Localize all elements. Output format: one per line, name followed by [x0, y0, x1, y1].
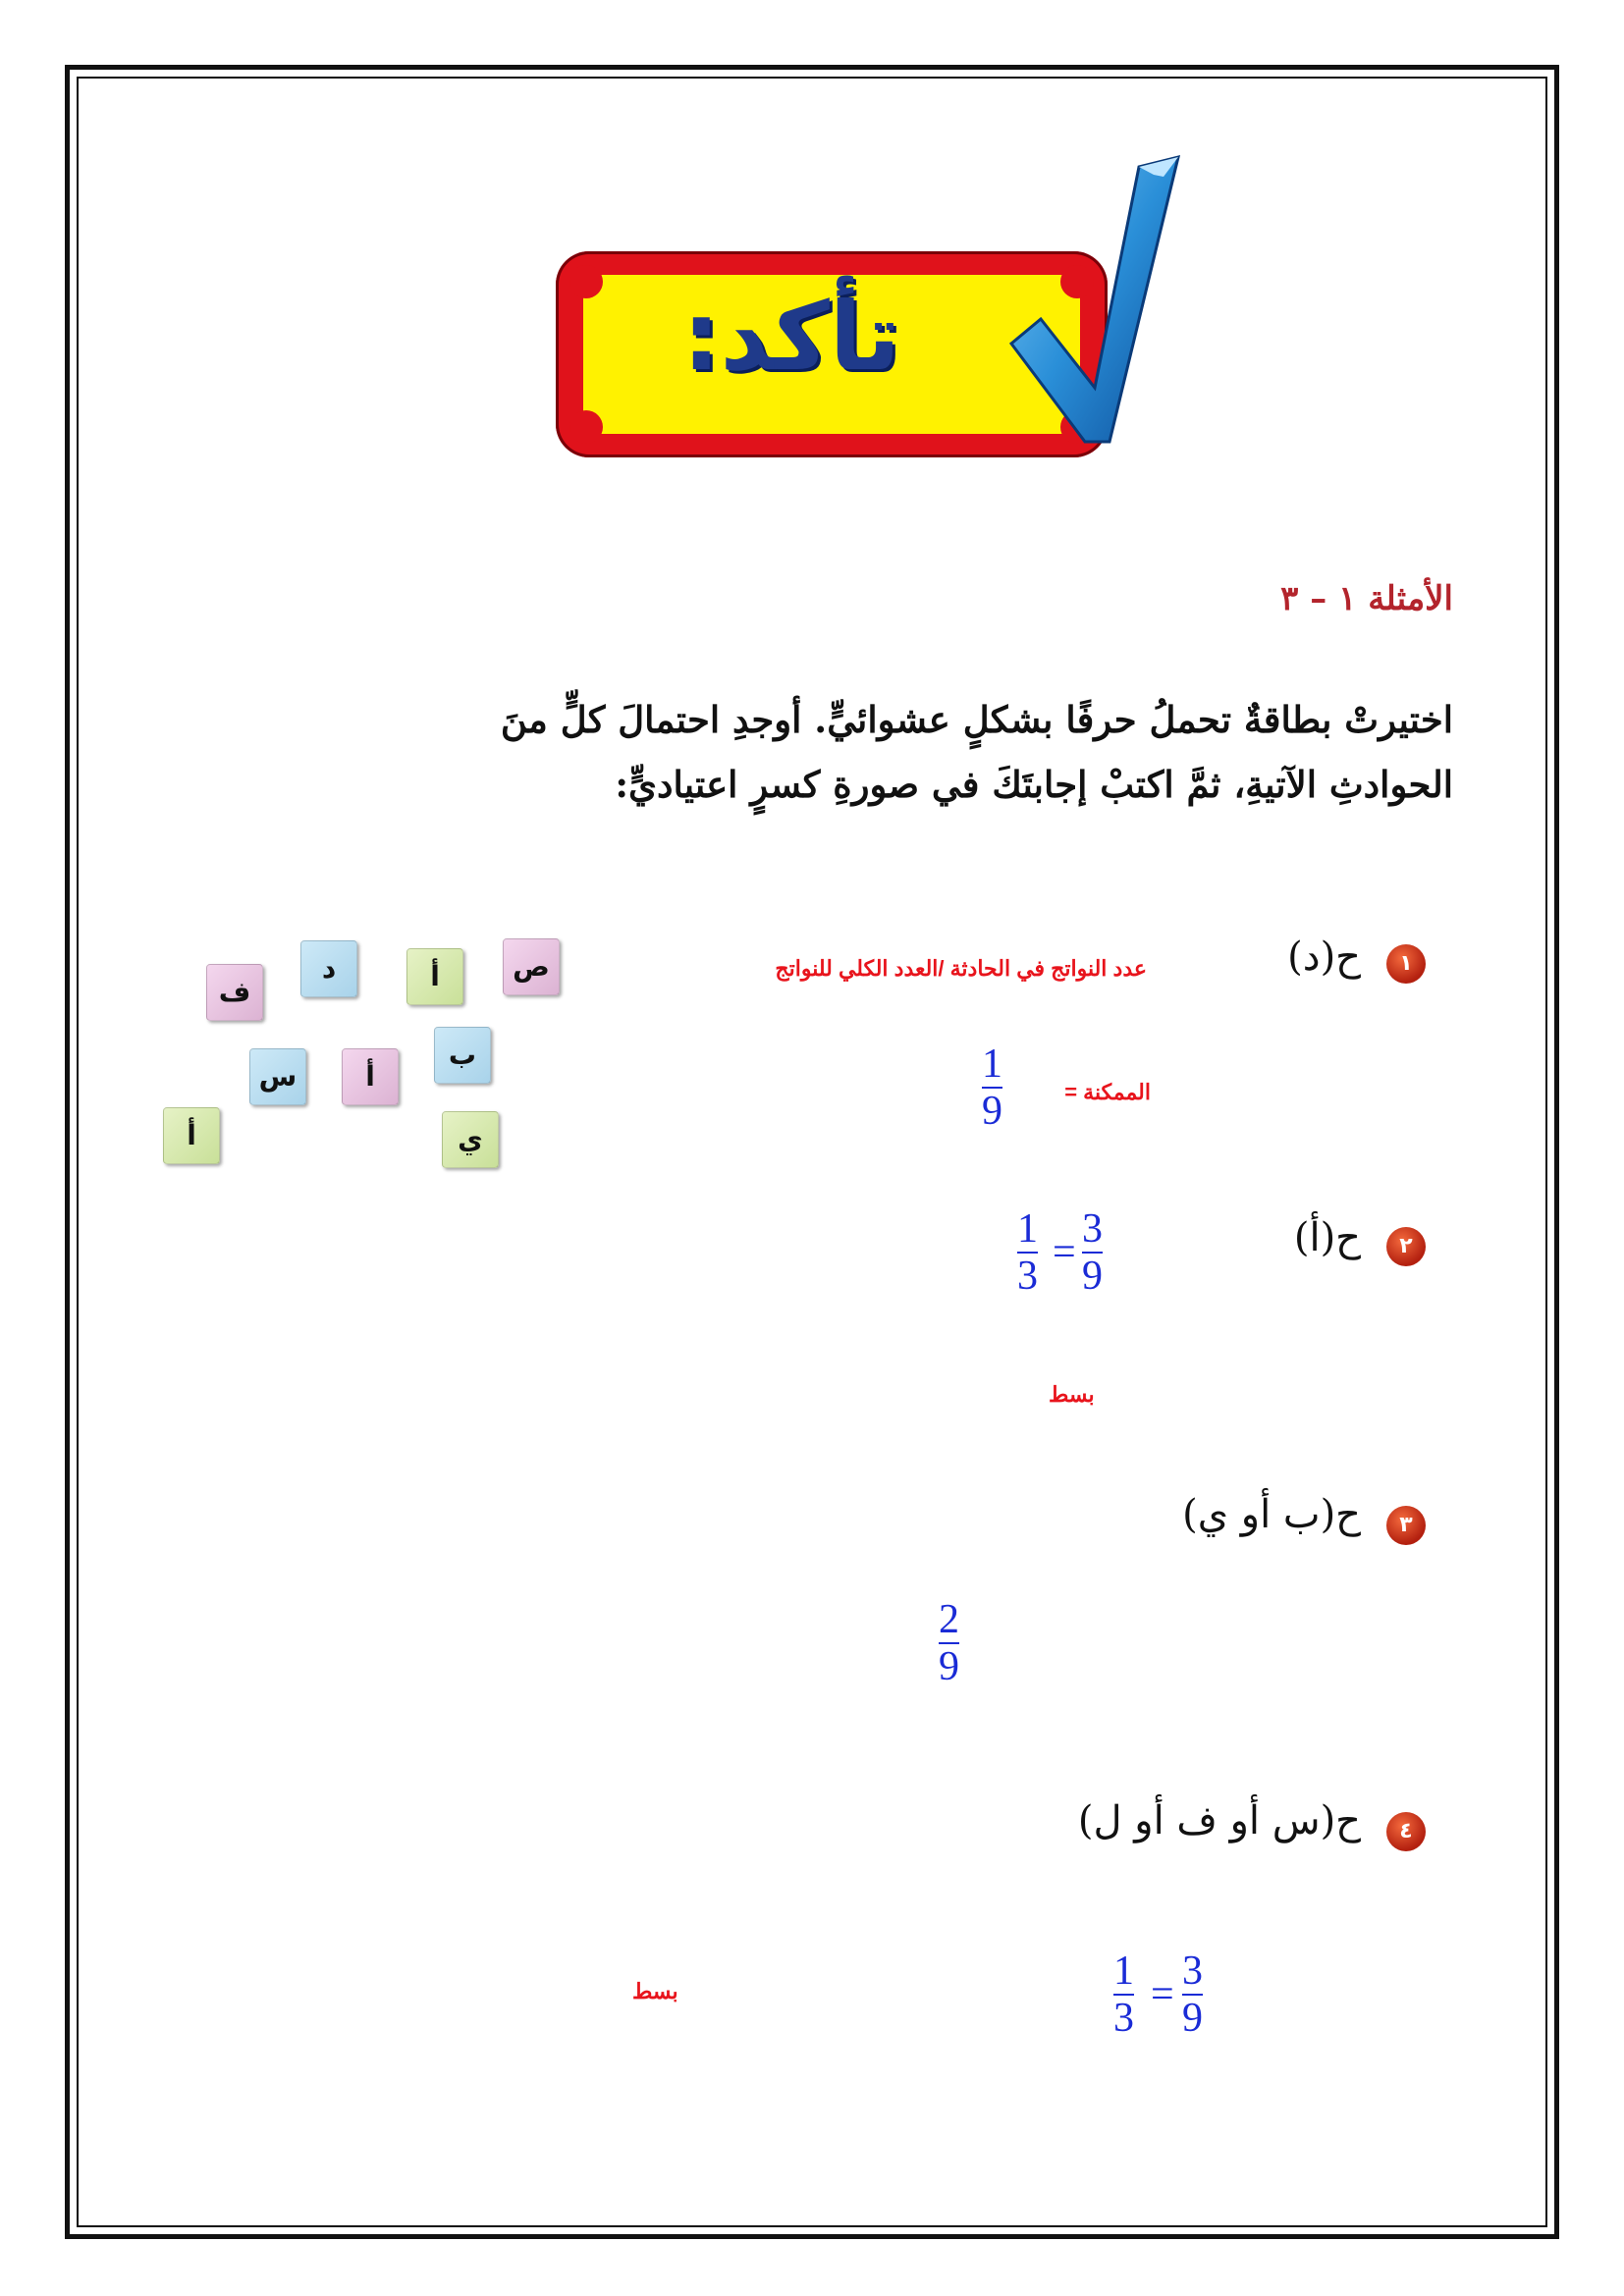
banner-corner [569, 265, 603, 298]
numerator: 1 [1113, 1949, 1134, 1994]
letter-card: أ [163, 1107, 220, 1164]
checkmark-icon [992, 147, 1188, 461]
q4-simplify-note: بسط [632, 1979, 678, 2003]
denominator: 9 [939, 1644, 959, 1689]
question-number-badge: ١ [1386, 944, 1426, 984]
letter-card: ي [442, 1111, 499, 1168]
equals-sign: = [1053, 1230, 1076, 1275]
numerator: 3 [1082, 1206, 1103, 1252]
equals-sign: = [1151, 1972, 1174, 2017]
letter-card: س [249, 1048, 306, 1105]
numerator: 3 [1182, 1949, 1203, 1994]
q2-answer-fraction [1082, 1207, 1103, 1298]
question-2-label: ح(أ) [1293, 1215, 1361, 1260]
examples-label: الأمثلة ١ – ٣ [1280, 579, 1453, 618]
denominator: 3 [1113, 1996, 1134, 2041]
banner-title: تأكد: [682, 282, 900, 392]
letter-card: ف [206, 964, 263, 1021]
instructions-line-1: اختيرتْ بطاقةٌ تحملُ حرفًا بشكلٍ عشوائيٍّ. أوجدِ احتمالَ كلٍّ منَ [500, 698, 1453, 741]
denominator: 3 [1017, 1254, 1038, 1299]
question-4-label: ح(س أو ف أو ل) [1077, 1798, 1361, 1843]
question-number-badge: ٣ [1386, 1506, 1426, 1545]
q4-simplified-fraction [1113, 1949, 1134, 2040]
q1-answer-fraction [982, 1042, 1002, 1133]
instructions [216, 687, 1453, 817]
q3-answer-fraction [939, 1598, 959, 1688]
question-3-label: ح(ب أو ي) [1182, 1492, 1361, 1537]
question-number-badge: ٤ [1386, 1812, 1426, 1851]
q1-explanation: عدد النواتج في الحادثة /العدد الكلي للنواتج [775, 956, 1147, 981]
numerator: 1 [1017, 1206, 1038, 1252]
q4-answer-fraction [1182, 1949, 1203, 2040]
numerator: 1 [982, 1041, 1002, 1087]
question-1-label: ح(د) [1287, 934, 1361, 980]
letter-card: د [300, 940, 357, 997]
denominator: 9 [1182, 1996, 1203, 2041]
question-number-badge: ٢ [1386, 1227, 1426, 1266]
letter-card: أ [342, 1048, 399, 1105]
instructions-line-2: الحوادثِ الآتيةِ، ثمَّ اكتبْ إجابتَكَ في صورةِ كسرٍ اعتياديٍّ: [615, 763, 1453, 806]
q1-explanation-cont: الممكنة = [1064, 1080, 1151, 1104]
banner-corner [569, 410, 603, 444]
letter-card: ب [434, 1027, 491, 1084]
q2-simplified-fraction [1017, 1207, 1038, 1298]
q2-simplify-note: بسط [1049, 1382, 1095, 1407]
letter-card: ص [503, 938, 560, 995]
letter-card: أ [406, 948, 463, 1005]
numerator: 2 [939, 1597, 959, 1642]
denominator: 9 [982, 1089, 1002, 1134]
denominator: 9 [1082, 1254, 1103, 1299]
